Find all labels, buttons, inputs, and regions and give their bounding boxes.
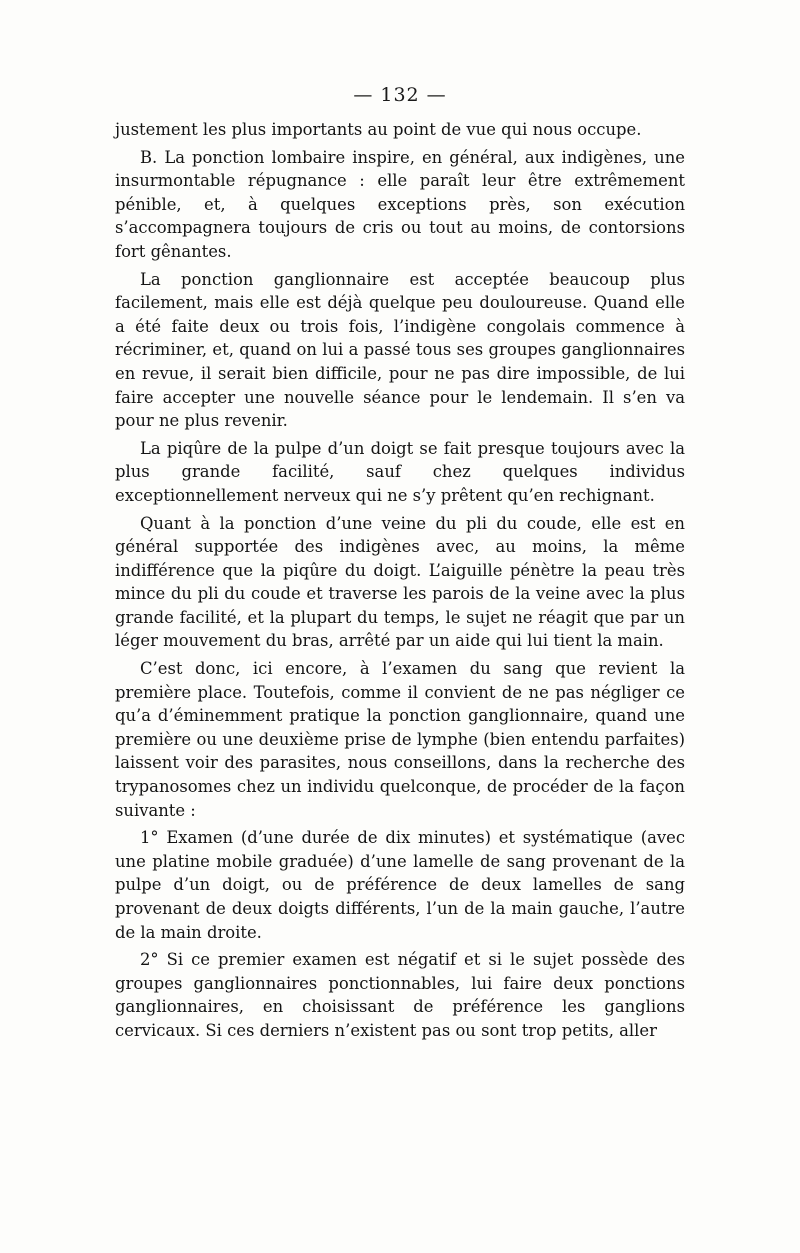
paragraph-continuation: justement les plus importants au point de vue qui nous occupe.: [115, 120, 642, 139]
paragraph-finger-prick: La piqûre de la pulpe d’un doigt se fait presque toujours avec la plus grande facilité, sauf chez quelques individus exceptionnellement nerveux qui ne s’y prêtent qu’en rechignant.: [115, 438, 685, 505]
paragraph-step-1: 1° Examen (d’une durée de dix minutes) et systématique (avec une platine mobile graduée) d’une lamelle de sang provenant de la pulpe d’un doigt, ou de préférence de deux lamelles de sang provenant de deux doigts différents, l’un de la main gauche, l’autre de la main droite.: [115, 828, 685, 942]
page-number: — 132 —: [353, 84, 447, 106]
body-text: [115, 118, 685, 1047]
paragraph-vein-puncture: Quant à la ponction d’une veine du pli du coude, elle est en général supportée des indigènes avec, au moins, la même indifférence que la piqûre du doigt. L’aiguille pénètre la peau très mince du pli du coude et traverse les parois de la veine avec la plus grande facilité, et la plupart du temps, le sujet ne réagit que par un léger mouvement du bras, arrêté par un aide qui lui tient la main.: [115, 513, 685, 651]
paragraph-step-2: 2° Si ce premier examen est négatif et si le sujet possède des groupes ganglionnaires ponctionnables, lui faire deux ponctions ganglionnaires, en choisissant de préférence les ganglions cervicaux. Si ces derniers n’existent pas ou sont trop petits, aller: [115, 950, 685, 1040]
paragraph-lumbar-puncture: B. La ponction lombaire inspire, en général, aux indigènes, une insurmontable répugnance : elle paraît leur être extrêmement pénible, et, à quelques exceptions près, son exécution s’accompagnera toujours de cris ou tout au moins, de contorsions fort gênantes.: [115, 147, 685, 261]
paragraph-ganglion-puncture: La ponction ganglionnaire est acceptée beaucoup plus facilement, mais elle est déjà quelque peu douloureuse. Quand elle a été faite deux ou trois fois, l’indigène congolais commence à récriminer, et, quand on lui a passé tous ses groupes ganglionnaires en revue, il serait bien difficile, pour ne pas dire impossible, de lui faire accepter une nouvelle séance pour le lendemain. Il s’en va pour ne plus revenir.: [115, 269, 685, 431]
paragraph-conclusion: C’est donc, ici encore, à l’examen du sang que revient la première place. Toutefois, comme il convient de ne pas négliger ce qu’a d’éminemment pratique la ponction ganglionnaire, quand une première ou une deuxième prise de lymphe (bien entendu parfaites) laissent voir des parasites, nous conseillons, dans la recherche des trypanosomes chez un individu quelconque, de procéder de la façon suivante :: [115, 659, 685, 820]
